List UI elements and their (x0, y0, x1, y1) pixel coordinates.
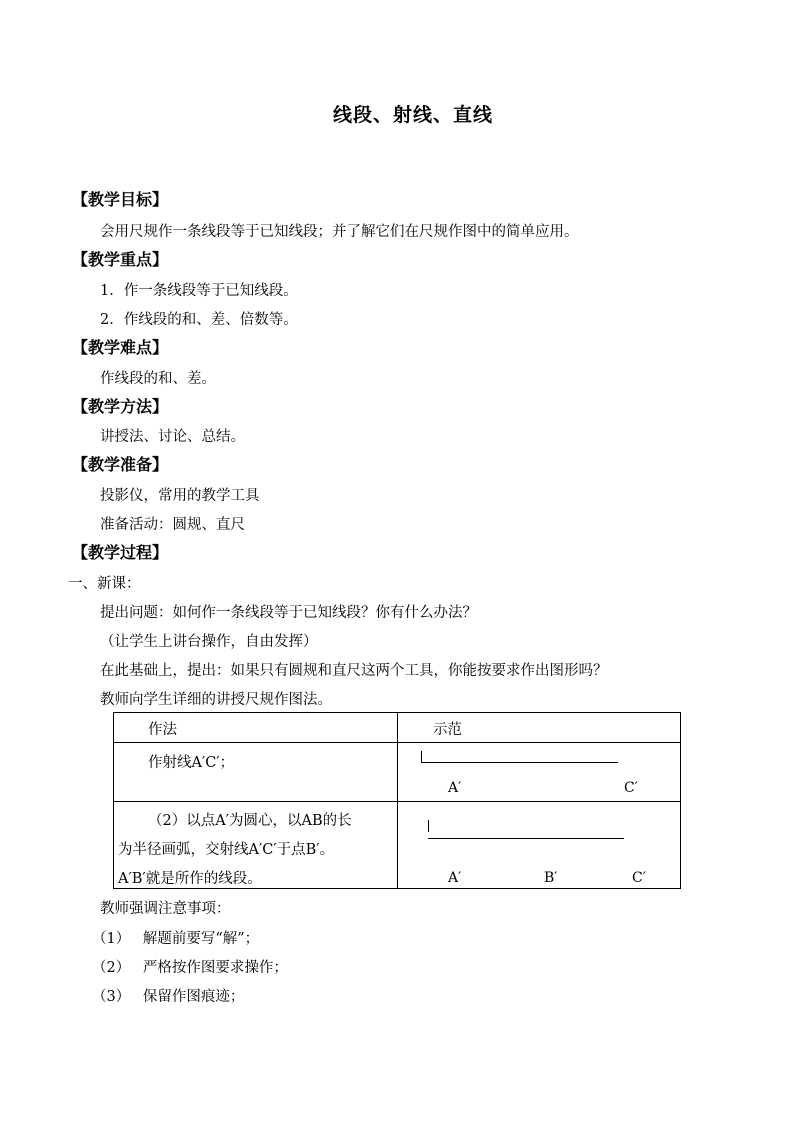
process-part1: 一、新课： (68, 576, 141, 592)
note-item-3 (92, 987, 244, 1007)
key-heading: 【教学重点】 (72, 250, 169, 269)
process-line-2: （让学生上讲台操作，自由发挥） (100, 634, 318, 650)
difficulty-text: 作线段的和、差。 (100, 371, 216, 387)
row1-demo (398, 743, 681, 802)
point-label-b: B′ (544, 870, 558, 886)
note-text: 保留作图痕迹； (142, 989, 245, 1005)
ray-a-b-c (428, 838, 624, 839)
header-method: 作法 (114, 713, 398, 743)
process-line-1: 提出问题：如何作一条线段等于已知线段？你有什么办法？ (100, 605, 477, 621)
goal-text: 会用尺规作一条线段等于已知线段；并了解它们在尺规作图中的简单应用。 (100, 224, 579, 240)
note-num: （3） (92, 989, 131, 1005)
process-line-3: 在此基础上，提出：如果只有圆规和直尺这两个工具，你能按要求作出图形吗？ (100, 663, 608, 679)
table-row (114, 802, 681, 889)
note-num: （1） (92, 931, 131, 947)
row2-demo (398, 802, 681, 889)
note-text: 严格按作图要求操作； (142, 960, 288, 976)
prep-item-2: 准备活动：圆规、直尺 (100, 517, 245, 533)
point-label-c: C′ (632, 870, 646, 886)
row2-method: （2）以点A′为圆心，以AB的长 为半径画弧，交射线A′C′于点B′。 A′B′就是所作的线段。 (114, 802, 398, 889)
goal-heading: 【教学目标】 (72, 190, 169, 209)
key-item-1: 1．作一条线段等于已知线段。 (100, 283, 298, 299)
ray-a-c (421, 762, 618, 763)
note-text: 解题前要写“解”； (142, 931, 260, 947)
process-line-4: 教师向学生详细的讲授尺规作图法。 (100, 692, 332, 708)
prep-heading: 【教学准备】 (72, 455, 169, 474)
notes-intro: 教师强调注意事项： (100, 901, 231, 917)
method-text: 讲授法、讨论、总结。 (100, 429, 245, 445)
point-label-c: C′ (624, 780, 638, 796)
difficulty-heading: 【教学难点】 (72, 338, 169, 357)
ray-start-tick (421, 751, 422, 762)
construction-table (113, 712, 681, 889)
note-item-1 (92, 929, 259, 949)
method-heading: 【教学方法】 (72, 397, 169, 416)
prep-item-1: 投影仪，常用的教学工具 (100, 488, 260, 504)
ray-start-tick (428, 820, 429, 832)
process-heading: 【教学过程】 (72, 543, 169, 562)
row1-method: 作射线A′C′； (114, 743, 398, 802)
page-title: 线段、射线、直线 (332, 104, 493, 126)
table-header-row (114, 713, 681, 743)
point-label-a: A′ (448, 870, 462, 886)
point-label-a: A′ (448, 780, 462, 796)
table-row (114, 743, 681, 802)
note-num: （2） (92, 960, 131, 976)
note-item-2 (92, 958, 288, 978)
key-item-2: 2．作线段的和、差、倍数等。 (100, 312, 298, 328)
header-demo: 示范 (398, 713, 681, 743)
